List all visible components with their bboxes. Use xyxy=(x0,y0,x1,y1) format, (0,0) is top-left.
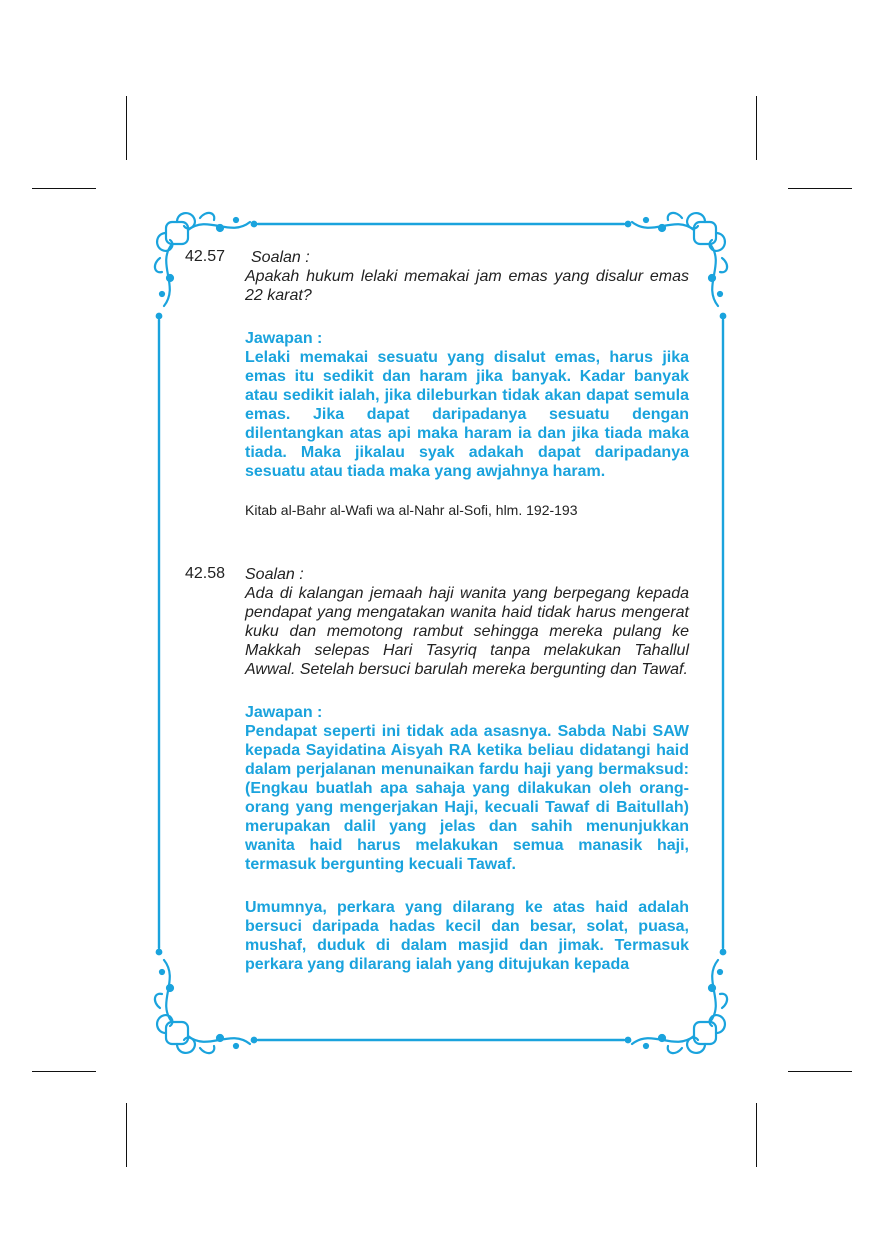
answer-label: Jawapan : xyxy=(245,704,323,721)
crop-mark xyxy=(788,188,852,189)
crop-mark xyxy=(756,1103,757,1167)
question-text: Ada di kalangan jemaah haji wanita yang berpegang kepada pendapat yang mengatakan wanita haid tidak harus mengerat kuku dan memotong rambut sehingga mereka pulang ke Makkah selepas Hari Tasyriq tanpa melakukan Tahallul Awwal. Setelah bersuci barulah mereka bergunting dan Tawaf. xyxy=(245,585,689,678)
entry-42-57 xyxy=(245,248,689,519)
answer-text: Pendapat seperti ini tidak ada asasnya. Sabda Nabi SAW kepada Sayidatina Aisyah RA ketika beliau didatangi haid dalam perjalanan menunaikan fardu haji yang bermaksud: (Engkau buatlah apa sahaja yang dilakukan oleh orang-orang yang mengerjakan Haji, kecuali Tawaf di Baitullah) merupakan dalil yang jelas dan sahih menunjukkan wanita haid harus melakukan semua manasik haji, termasuk bergunting kecuali Tawaf. xyxy=(245,723,689,873)
entry-number: 42.58 xyxy=(185,565,226,582)
crop-mark xyxy=(756,96,757,160)
entry-number: 42.57 xyxy=(185,248,226,265)
question-text: Apakah hukum lelaki memakai jam emas yang disalur emas 22 karat? xyxy=(245,268,689,304)
question-label: Soalan : xyxy=(245,566,304,583)
crop-mark xyxy=(788,1071,852,1072)
crop-mark xyxy=(126,1103,127,1167)
answer-label: Jawapan : xyxy=(245,330,323,347)
reference-citation: Kitab al-Bahr al-Wafi wa al-Nahr al-Sofi, hlm. 192-193 xyxy=(245,502,578,518)
question-label: Soalan : xyxy=(251,249,310,266)
answer-text-continued: Umumnya, perkara yang dilarang ke atas haid adalah bersuci daripada hadas kecil dan besar, solat, puasa, mushaf, duduk di dalam masjid dan jimak. Termasuk perkara yang dilarang ialah yang ditujukan kepada xyxy=(245,899,689,973)
crop-mark xyxy=(32,188,96,189)
answer-text: Lelaki memakai sesuatu yang disalut emas, harus jika emas itu sedikit dan haram jika banyak. Kadar banyak atau sedikit ialah, jika dileburkan tidak akan dapat semula emas. Jika dapat daripadanya sesuatu dengan dilentangkan atas api maka haram ia dan jika tiada maka tiada. Maka jikalau syak adakah dapat daripadanya sesuatu atau tiada maka yang awjahnya haram. xyxy=(245,349,689,480)
crop-mark xyxy=(32,1071,96,1072)
crop-mark xyxy=(126,96,127,160)
entry-42-58 xyxy=(245,565,689,974)
